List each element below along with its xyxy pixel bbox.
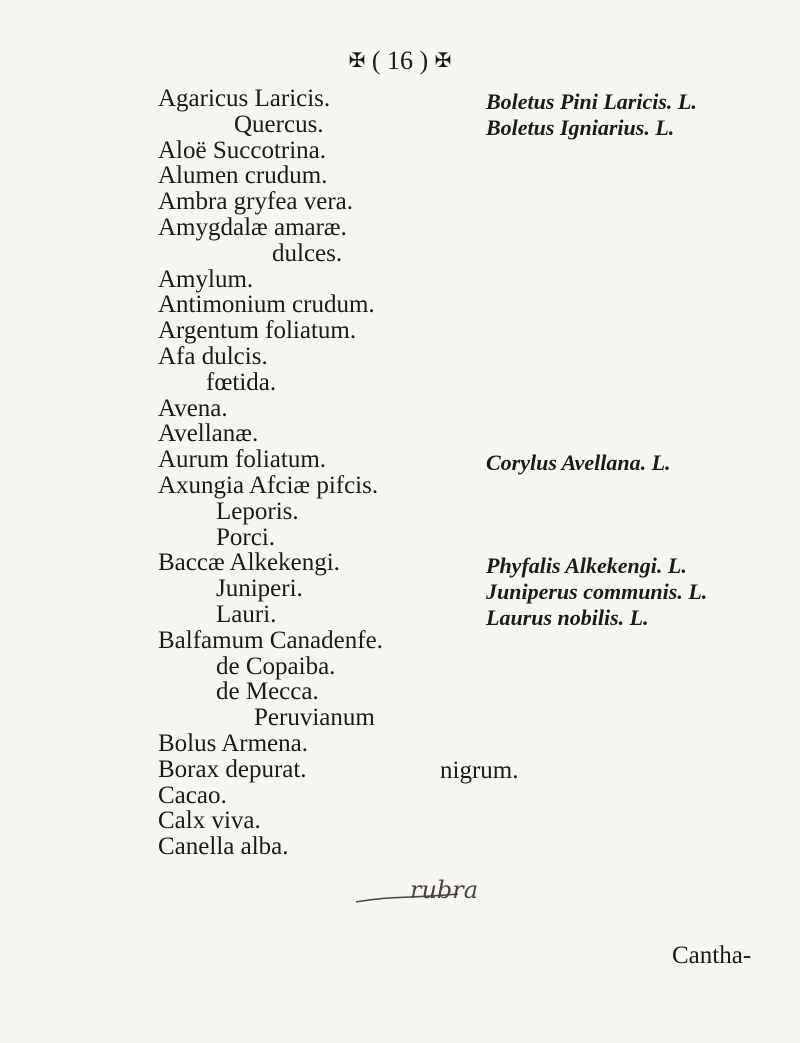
list-entry: Antimonium crudum. — [158, 291, 375, 319]
list-entry: Quercus. — [234, 110, 324, 138]
handwritten-annotation — [348, 868, 558, 932]
list-entry: Amygdalæ amaræ. — [158, 213, 347, 241]
list-entry: Leporis. — [216, 497, 299, 525]
page-header — [0, 46, 800, 76]
list-entry: Lauri. — [216, 600, 277, 628]
list-entry: Baccæ Alkekengi. — [158, 549, 340, 577]
list-entry: Balfamum Canadenfe. — [158, 626, 383, 654]
list-entry: Porci. — [216, 523, 276, 551]
peruvianum-continuation: nigrum. — [440, 757, 519, 784]
list-entry: Avena. — [158, 394, 228, 422]
fleuron-left-icon: ✠ — [348, 50, 366, 72]
list-entry: dulces. — [272, 239, 343, 267]
list-entry: Bolus Armena. — [158, 729, 308, 757]
list-entry: Aloë Succotrina. — [158, 136, 327, 164]
linnaean-name: Laurus nobilis. L. — [486, 605, 649, 630]
list-entry: Peruvianum — [254, 704, 375, 732]
list-entry: Calx viva. — [158, 807, 261, 835]
list-entry: Ambra gryfea vera. — [158, 188, 354, 216]
list-entry: Canella alba. — [158, 833, 289, 861]
list-entry: de Copaiba. — [216, 652, 336, 680]
fleuron-right-icon: ✠ — [434, 50, 452, 72]
list-entry: Argentum foliatum. — [158, 317, 357, 345]
list-entry: Juniperi. — [216, 575, 303, 603]
list-entry: Agaricus Laricis. — [158, 85, 331, 112]
list-entry: Amylum. — [158, 265, 254, 293]
linnaean-name: Phyfalis Alkekengi. L. — [486, 553, 687, 578]
list-entry: de Mecca. — [216, 678, 319, 706]
catchword: Cantha- — [672, 942, 752, 969]
list-entry: Borax depurat. — [158, 755, 307, 783]
linnaean-name: Corylus Avellana. L. — [486, 450, 671, 475]
list-entry: fœtida. — [206, 368, 277, 396]
list-entry: Afa dulcis. — [158, 342, 268, 370]
linnaean-name: Boletus Pini Laricis. L. — [486, 89, 697, 114]
list-entry: Alumen crudum. — [158, 162, 328, 190]
drug-list — [158, 86, 383, 860]
page-number: ( 16 ) — [371, 46, 429, 75]
list-entry: Axungia Afciæ pifcis. — [158, 471, 379, 499]
list-entry: Cacao. — [158, 781, 227, 809]
handwritten-note: rubra — [410, 876, 479, 904]
list-entry: Avellanæ. — [158, 420, 259, 448]
linnaean-name: Juniperus communis. L. — [486, 579, 708, 604]
linnaean-name: Boletus Igniarius. L. — [486, 115, 675, 140]
list-entry: Aurum foliatum. — [158, 446, 327, 474]
